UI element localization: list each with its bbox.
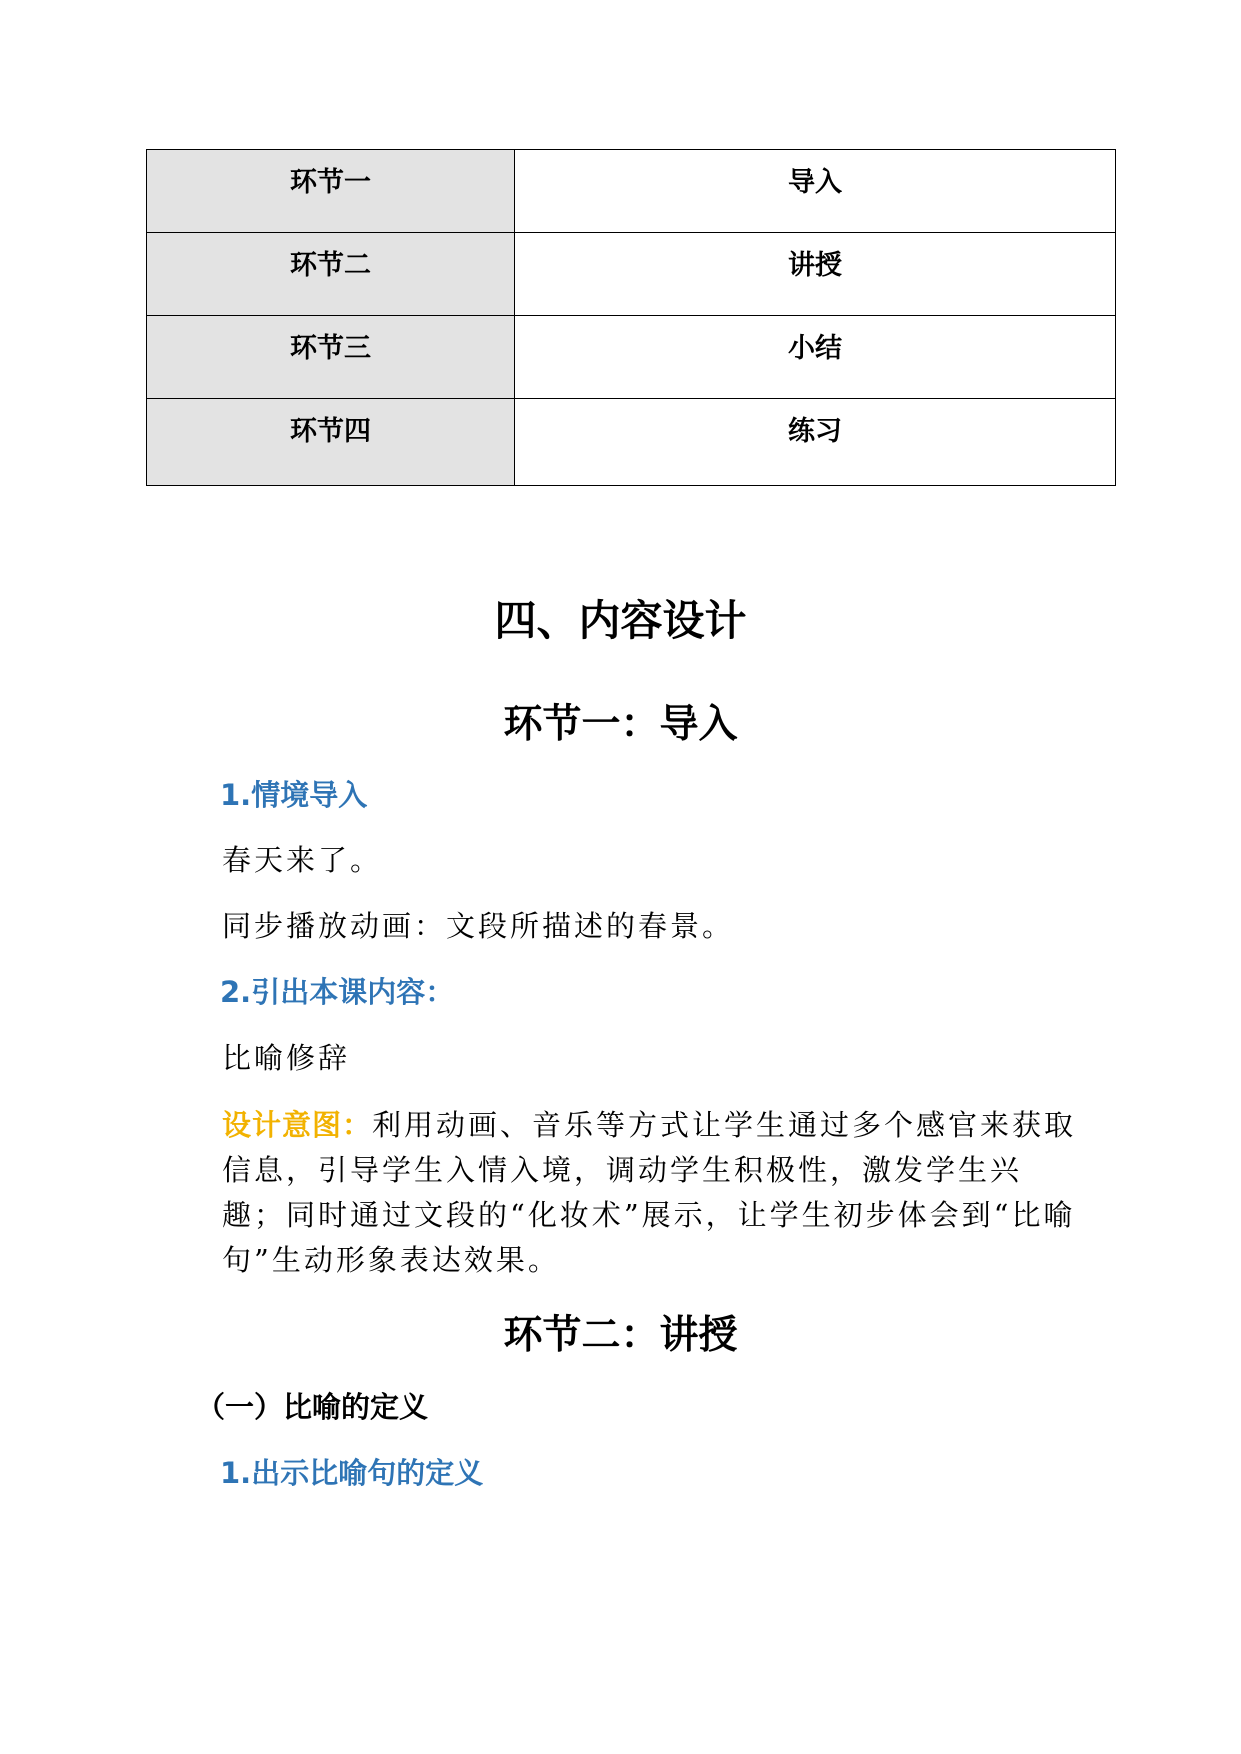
stage2-heading: 环节二：讲授 <box>503 1312 738 1358</box>
design-intent-text: 利用动画、音乐等方式让学生通过多个感官来获取信息，引导学生入情入境，调动学生积极性，激发学生兴趣；同时通过文段的“化妆术”展示，让学生初步体会到“比喻句”生动形象表达效果。 <box>222 1108 1077 1277</box>
step-name-cell: 环节四 <box>147 399 515 486</box>
stage1-subheading-lesson: 2.引出本课内容： <box>220 975 455 1009</box>
schedule-table <box>146 149 1116 486</box>
step-topic-cell: 练习 <box>515 399 1116 486</box>
stage2-part-heading: （一）比喻的定义 <box>196 1390 429 1424</box>
step-topic-cell: 导入 <box>515 150 1116 233</box>
stage1-paragraph-animation: 同步播放动画：文段所描述的春景。 <box>222 909 735 943</box>
step-name-cell: 环节一 <box>147 150 515 233</box>
design-intent-label: 设计意图： <box>222 1108 373 1142</box>
table-row <box>147 316 1116 399</box>
table-row <box>147 399 1116 486</box>
stage1-paragraph-metaphor: 比喻修辞 <box>222 1041 351 1075</box>
stage1-subheading-scene: 1.情境导入 <box>220 778 368 812</box>
table-row <box>147 150 1116 233</box>
step-topic-cell: 小结 <box>515 316 1116 399</box>
step-topic-cell: 讲授 <box>515 233 1116 316</box>
step-name-cell: 环节三 <box>147 316 515 399</box>
table-row <box>147 233 1116 316</box>
stage2-subheading-definition: 1.出示比喻句的定义 <box>220 1456 484 1490</box>
step-name-cell: 环节二 <box>147 233 515 316</box>
stage1-heading: 环节一：导入 <box>503 701 738 747</box>
section-title: 四、内容设计 <box>494 596 747 645</box>
design-intent-paragraph <box>222 1103 1082 1283</box>
stage1-paragraph-spring: 春天来了。 <box>222 843 383 877</box>
